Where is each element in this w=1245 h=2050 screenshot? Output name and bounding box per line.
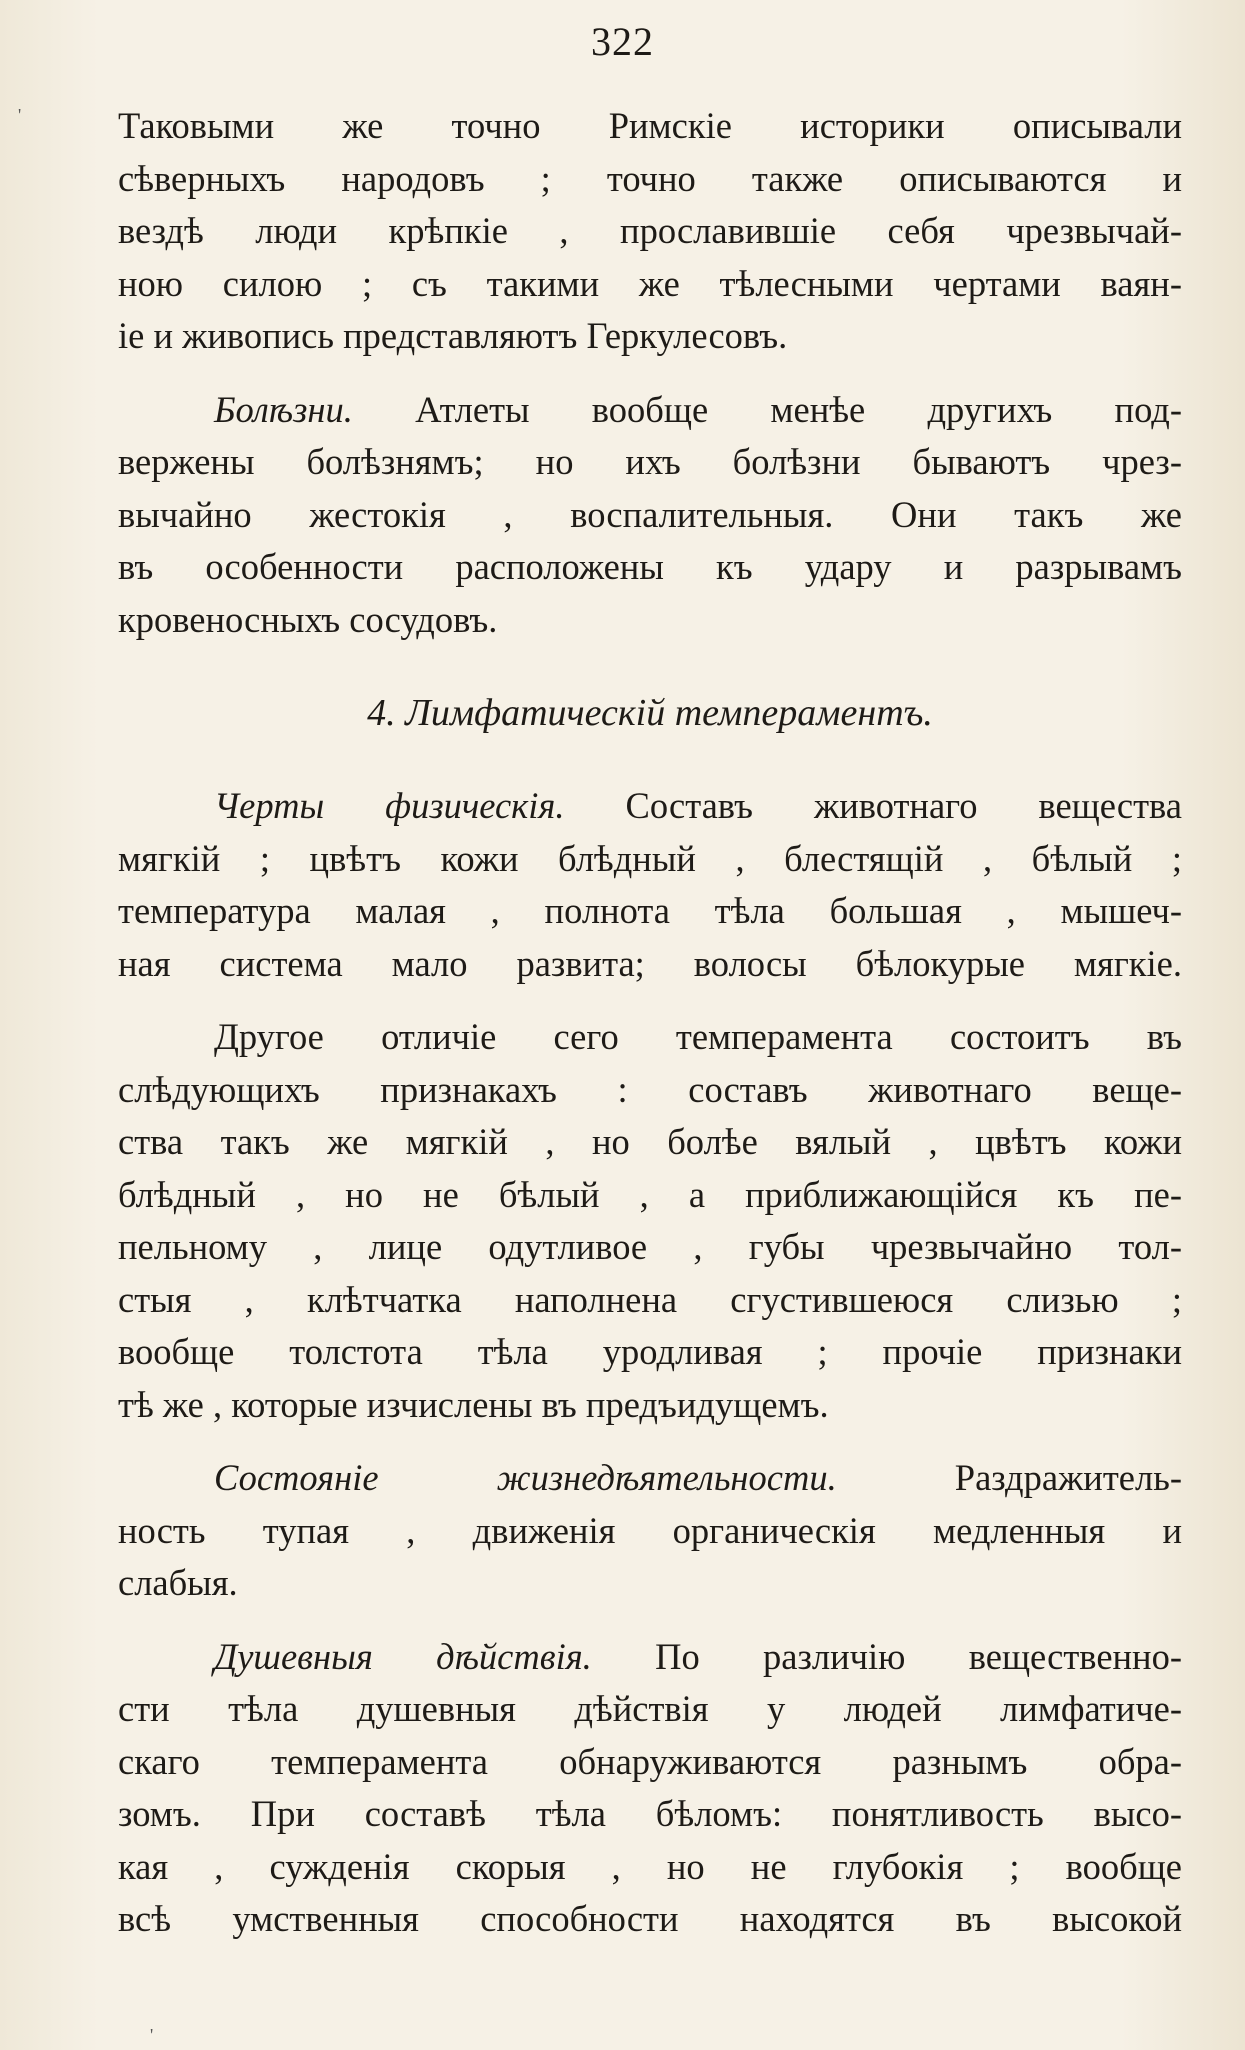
text-line: всѣ умственныя способности находятся въ высокой [118,1898,1182,1939]
text-line: сти тѣла душевныя дѣйствія у людей лимфатиче- [118,1688,1182,1729]
text-line: зомъ. При составѣ тѣла бѣломъ: понятливость высо- [118,1793,1182,1834]
text-line: вообще толстота тѣла уродливая ; прочіе признаки [118,1331,1182,1372]
paragraph [118,1631,1182,1946]
text-line: ность тупая , движенія органическія медленныя и [118,1509,1182,1551]
text-line: кая , сужденія скорыя , но не глубокія ; вообще [118,1845,1182,1887]
page-number: 322 [591,19,654,64]
text-line: слѣдующихъ признакахъ : составъ животнаго веще- [118,1068,1182,1110]
text-line: вержены болѣзнямъ; но ихъ болѣзни бываютъ чрез- [118,441,1182,482]
text-fragment: Раздражитель- [954,1457,1182,1498]
text-line: въ особенности расположены къ удару и разрывамъ [118,546,1182,587]
paragraph [118,1452,1182,1610]
text-line: кровеносныхъ сосудовъ. [118,598,498,640]
text-line: скаго темперамента обнаруживаются разнымъ обра- [118,1740,1182,1782]
margin-speck: ' [150,2025,154,2045]
paragraph [118,100,1182,363]
text-line: ною силою ; съ такими же тѣлесными чертами ваян- [118,262,1182,304]
text-line: пельному , лице одутливое , губы чрезвычайно тол- [118,1226,1182,1267]
text-line: слабыя. [118,1562,238,1603]
text-line: тѣ же , которые изчислены въ предъидущемъ. [118,1383,829,1425]
text-line [118,780,1182,833]
paragraph-lead: Болѣзни. [214,388,353,430]
text-fragment: Составъ животнаго вещества [625,785,1183,826]
paragraph-lead: Состояніе жизнедѣятельности. [214,1457,837,1498]
text-line: вычайно жестокія , воспалительныя. Они такъ же [118,493,1182,535]
text-line [118,1631,1182,1684]
text-line: вездѣ люди крѣпкіе , прославившіе себя чрезвычай- [118,210,1182,251]
paragraph [118,384,1182,647]
paragraph [118,780,1182,990]
text-line: температура малая , полнота тѣла большая , мышеч- [118,890,1182,931]
text-line: ная система мало развита; волосы бѣлокурые мягкіе. [118,942,1182,984]
text-line: стыя , клѣтчатка наполнена сгустившеюся слизью ; [118,1278,1182,1320]
margin-speck: ' [18,105,22,125]
text-line: іе и живопись представляютъ Геркулесовъ. [118,315,788,356]
text-line: мягкій ; цвѣтъ кожи блѣдный , блестящій , бѣлый ; [118,837,1182,879]
text-line: блѣдный , но не бѣлый , а приближающійся къ пе- [118,1173,1182,1215]
text-line [118,384,1182,437]
paragraph-lead: Черты физическія. [214,785,565,826]
text-fragment: По различію вещественно- [655,1635,1182,1677]
text-fragment: Атлеты вообще менѣе другихъ под- [415,388,1182,430]
text-line: Другое отличіе сего темперамента состоитъ въ [214,1016,1182,1057]
text-line: сѣверныхъ народовъ ; точно также описываются и [118,157,1182,199]
paragraph-lead: Душевныя дѣйствія. [214,1635,592,1677]
text-line: Таковыми же точно Римскіе историки описывали [118,105,1182,146]
paragraph [118,1011,1182,1431]
body-text [118,100,1182,1946]
section-heading: 4. Лимфатическій темпераментъ. [367,692,933,734]
text-line: ства такъ же мягкій , но болѣе вялый , цвѣтъ кожи [118,1121,1182,1162]
text-line [118,1452,1182,1505]
